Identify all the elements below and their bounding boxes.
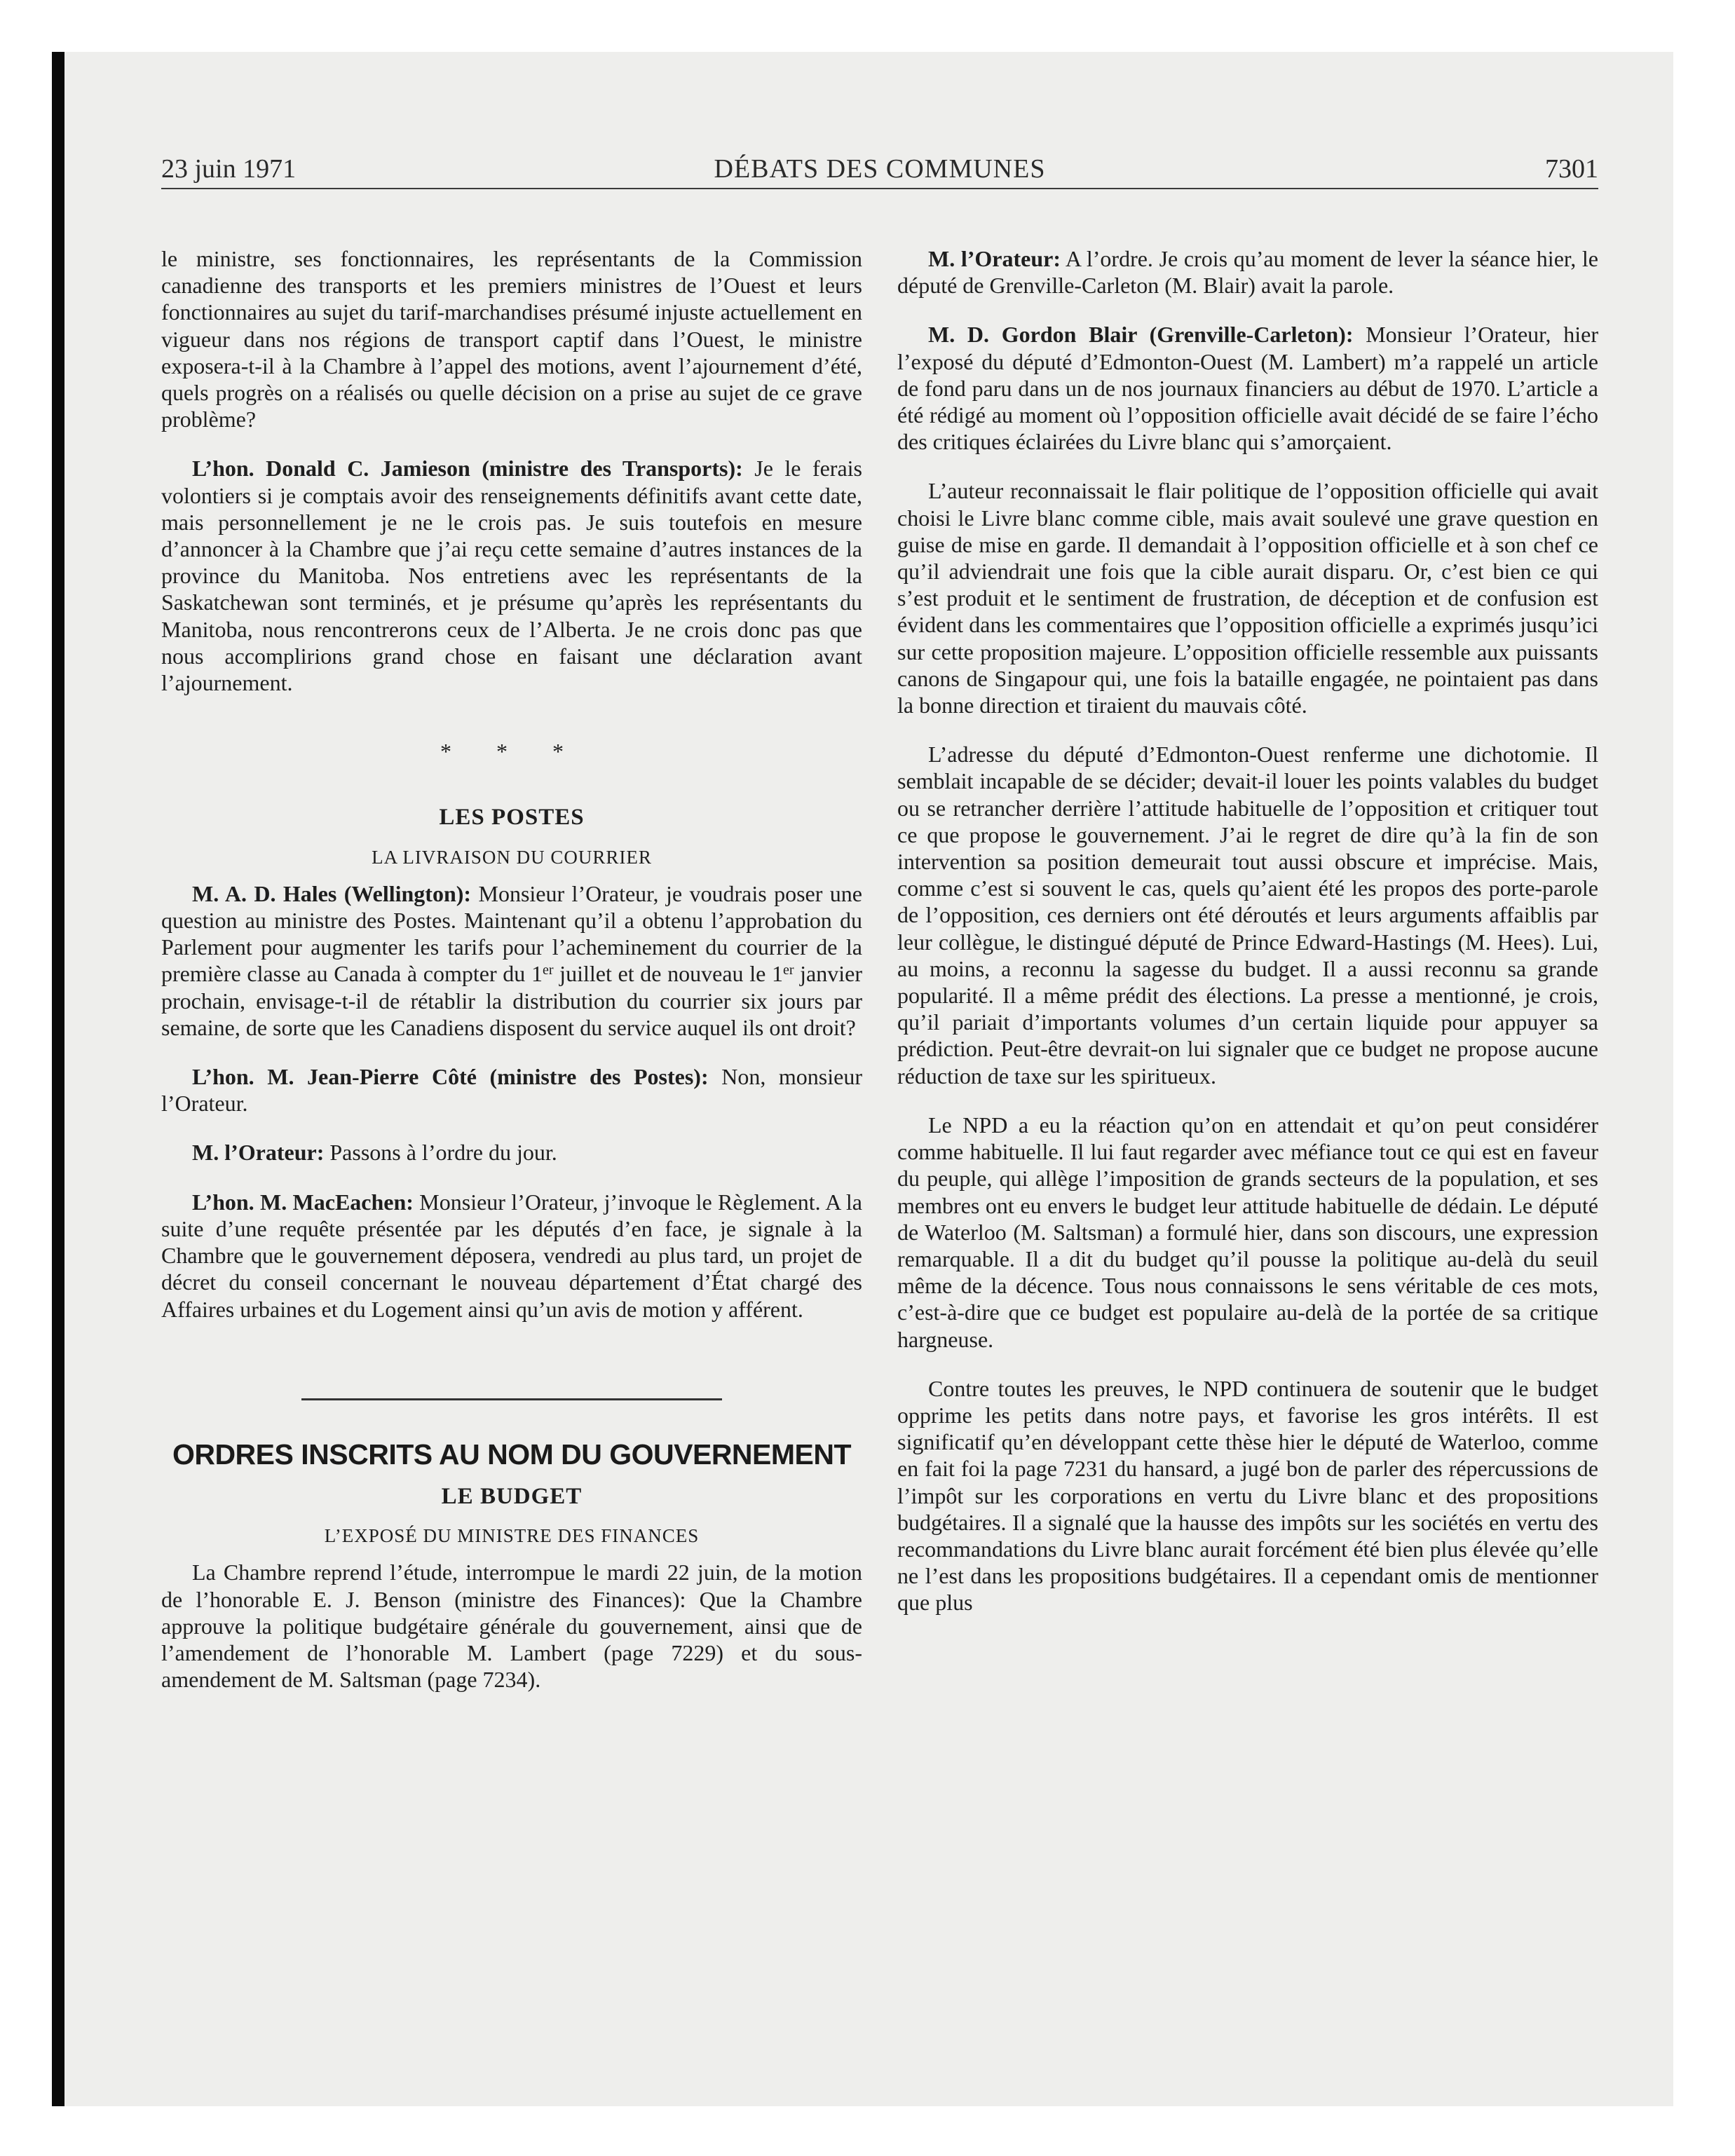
paragraph: L’auteur reconnaissait le flair politique de l’opposition officielle qui avait choisi le Livre blanc comme cible, mais avait soulevé une grave question en guise de mise en garde. Il demandait à l’opposition officielle et à son chef ce qu’il adviendrait une fois que la cible aurait disparu. Or, c’est bien ce qui s’est produit et le sentiment de frustration, de déception et de confusion est évident dans les commentaires que l’opposition officielle a exprimés jusqu’ici sur cette proposition majeure. L’opposition officielle ressemble aux puissants canons de Singapour qui, une fois la bataille engagée, ne pointaient pas dans la bonne direction et tiraient du mauvais côté. <box>897 478 1598 718</box>
speech-text: Je le ferais volontiers si je comptais avoir des renseignements définitifs avant cette date, mais personnellement je ne le crois pas. Je suis toutefois en mesure d’annoncer à la Chambre que j’ai reçu cette semaine d’autres instances de la province du Manitoba. Nos entretiens avec les représentants de la Saskatchewan sont terminés, et je présume qu’après les représentants du Manitoba, nous rencontrerons ceux de l’Alberta. Je ne crois donc pas que nous accomplirions grand chose en faisant une déclaration avant l’ajournement. <box>161 456 863 696</box>
budget-title: LE BUDGET <box>441 1483 583 1509</box>
page-header <box>161 150 1598 189</box>
header-title: DÉBATS DES COMMUNES <box>714 154 1046 184</box>
paragraph: Le NPD a eu la réaction qu’on en attendait et qu’on peut considérer comme habituelle. Il lui faut regarder avec méfiance tout ce qui est en faveur du peuple, qui allège l’imposition de grands secteurs de la population, et ses membres ont eu envers le budget leur attitude habituelle de dédain. Le député de Waterloo (M. Saltsman) a formulé hier, dans son discours, une expression remarquable. Il a dit du budget qu’il pousse la politique au-delà du seuil même de la décence. Tous nous connaissons le sens véritable de ces mots, c’est-à-dire que ce budget est populaire au-delà de la portée de sa critique hargneuse. <box>897 1112 1598 1352</box>
paragraph <box>897 245 1598 299</box>
speech-text: Monsieur l’Orateur, hier l’exposé du député d’Edmonton-Ouest (M. Lambert) m’a rappelé un article de fond paru dans un de nos journaux financiers au début de 1970. L’article a été rédigé au moment où l’opposition officielle avait décidé de se faire l’écho des critiques éclairées du Livre blanc qui s’amorçaient. <box>897 322 1599 455</box>
paragraph <box>161 880 862 1041</box>
header-date: 23 juin 1971 <box>161 154 297 184</box>
paragraph <box>897 321 1598 455</box>
paragraph: La Chambre reprend l’étude, interrompue le mardi 22 juin, de la motion de l’honorable E. J. Benson (ministre des Finances): Que la Chambre approuve la politique budgétaire générale du gouvernement, ainsi que de l’amendement de l’honorable M. Lambert (page 7229) et du sous-amendement de M. Saltsman (page 7234). <box>161 1560 862 1693</box>
speaker-name: M. D. Gordon Blair (Grenville-Carleton): <box>928 322 1354 348</box>
speech-text: Passons à l’ordre du jour. <box>324 1140 557 1166</box>
speech-text: janvier prochain, envisage-t-il de rétablir la distribution du courrier six jours par semaine, de sorte que les Canadiens disposent du service auquel ils ont droit? <box>161 961 863 1040</box>
speaker-name: L’hon. Donald C. Jamieson (ministre des Transports): <box>192 456 743 482</box>
section-subtitle: LA LIVRAISON DU COURRIER <box>372 846 652 868</box>
speech-text: Monsieur l’Orateur, j’invoque le Règlement. A la suite d’une requête présentée par les députés d’en face, je signale à la Chambre que le gouvernement déposera, vendredi au plus tard, un projet de décret du conseil concernant le nouveau département d’État chargé des Affaires urbaines et du Logement ainsi qu’un avis de motion y afférent. <box>161 1189 863 1322</box>
paragraph: Contre toutes les preuves, le NPD continuera de soutenir que le budget opprime les petits dans notre pays, et favorise les gros intérêts. Il est significatif qu’en développant cette thèse hier le député de Waterloo, comme en fait foi la page 7231 du hansard, a jugé bon de parler des répercussions de l’impôt sur les corporations en vertu du Livre blanc et des propositions budgétaires. Il a signalé que la hausse des impôts sur les sociétés en vertu des recommandations du Livre blanc aurait forcément été bien plus élevée qu’elle ne l’est dans les propositions budgétaires. Il a cependant omis de mentionner que plus <box>897 1375 1598 1616</box>
paragraph <box>161 1139 862 1166</box>
speaker-name: M. l’Orateur: <box>192 1140 325 1166</box>
section-title: LES POSTES <box>439 805 585 831</box>
speaker-name: M. A. D. Hales (Wellington): <box>192 880 472 906</box>
superscript: er <box>782 962 794 978</box>
left-column <box>161 245 862 1693</box>
paragraph: L’adresse du député d’Edmonton-Ouest renferme une dichotomie. Il semblait incapable de se décider; devait-il louer les points valables du budget ou se retrancher derrière l’attitude habituelle de l’opposition et critiquer tout ce que propose le gouvernement. J’ai le regret de dire qu’à la fin de son intervention sa position demeurait tout aussi obscure et imprécise. Mais, comme c’est si souvent le cas, quels qu’aient été les propos des porte-parole de l’opposition, ces derniers ont été déroutés et leurs arguments affaiblis par leur collègue, le distingué député de Prince Edward-Hastings (M. Hees). Lui, au moins, a reconnu la sagesse du budget. Il a aussi reconnu sa grande popularité. Il a même prédit des élections. La presse a mentionné, je crois, qu’il pariait d’importants volumes d’un certain liquide pour appuyer sa prédiction. Peut-être devrait-on lui signaler que ce budget ne propose aucune réduction de taxe sur les spiritueux. <box>897 742 1598 1089</box>
speaker-name: L’hon. M. MacEachen: <box>192 1189 414 1215</box>
section-separator: * * * <box>440 739 583 765</box>
speaker-name: L’hon. M. Jean-Pierre Côté (ministre des Postes): <box>192 1064 709 1090</box>
scan-edge <box>52 52 64 2106</box>
header-page-number: 7301 <box>1545 154 1598 184</box>
orders-title: ORDRES INSCRITS AU NOM DU GOUVERNEMENT <box>172 1438 852 1471</box>
divider <box>301 1398 722 1400</box>
paragraph <box>161 455 862 696</box>
speech-text: Monsieur l’Orateur, je voudrais poser une question au ministre des Postes. Maintenant qu’il a obtenu l’approbation du Parlement pour augmenter les tarifs pour l’acheminement du courrier de la première classe au Canada à compter du 1 <box>161 880 863 987</box>
paragraph <box>161 1063 862 1117</box>
speech-text: juillet et de nouveau le 1 <box>553 961 783 987</box>
speaker-name: M. l’Orateur: <box>928 246 1061 271</box>
budget-subtitle: L’EXPOSÉ DU MINISTRE DES FINANCES <box>324 1525 700 1547</box>
superscript: er <box>542 962 554 978</box>
speech-text: Non, monsieur l’Orateur. <box>161 1064 863 1117</box>
paragraph <box>161 1189 862 1323</box>
right-column <box>897 245 1598 1616</box>
speech-text: A l’ordre. Je crois qu’au moment de lever la séance hier, le député de Grenville-Carleton (M. Blair) avait la parole. <box>897 246 1598 299</box>
paragraph: le ministre, ses fonctionnaires, les représentants de la Commission canadienne des transports et les premiers ministres de l’Ouest et leurs fonctionnaires au sujet du tarif-marchandises présumé injuste actuellement en vigueur dans nos régions de transport captif dans l’Ouest, le ministre exposera-t-il à la Chambre à l’appel des motions, avent l’ajournement d’été, quels progrès on a réalisés ou quelle décision on a prise au sujet de ce grave problème? <box>161 246 862 432</box>
